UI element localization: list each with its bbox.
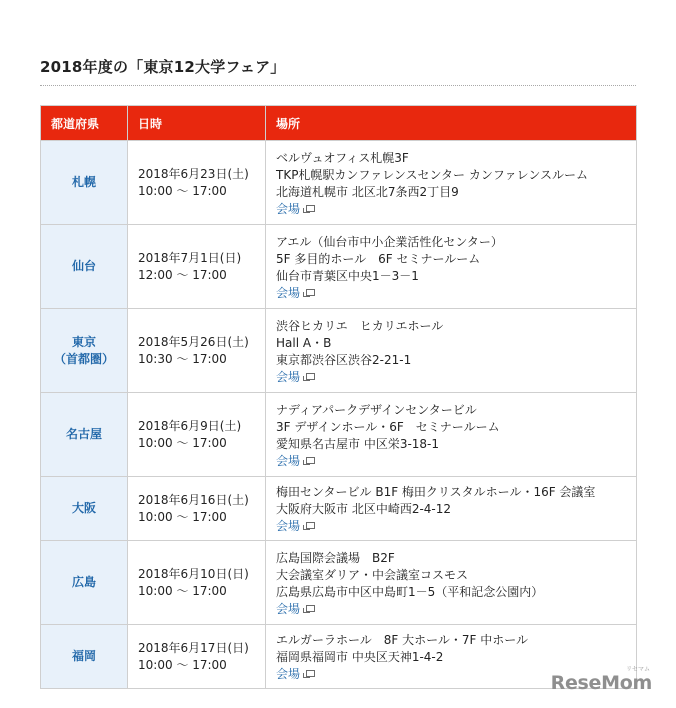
- venue-line: 仙台市青葉区中央1－3－1: [276, 268, 419, 283]
- external-link-icon: [303, 605, 314, 614]
- venue-link-label: 会場: [276, 519, 301, 533]
- venue-link-label: 会場: [276, 453, 301, 468]
- datetime-cell: [128, 225, 266, 309]
- venue-line: Hall A・B: [276, 335, 332, 350]
- external-link-icon: [303, 670, 314, 679]
- venue-link-label: 会場: [276, 369, 301, 384]
- event-date: 2018年6月17日(日): [138, 640, 249, 655]
- venue-line: ナディアパークデザインセンタービル: [276, 402, 477, 417]
- venue-cell: [266, 225, 637, 309]
- external-link-icon: [303, 205, 314, 214]
- venue-line: TKP札幌駅カンファレンスセンター カンファレンスルーム: [276, 167, 588, 182]
- venue-link[interactable]: [276, 285, 314, 302]
- external-link-icon: [303, 289, 314, 298]
- event-date: 2018年6月16日(土): [138, 492, 249, 507]
- venue-line: 東京都渋谷区渋谷2-21-1: [276, 352, 412, 367]
- datetime-cell: [128, 141, 266, 225]
- external-link-icon: [303, 457, 314, 466]
- title-divider: [40, 85, 636, 86]
- prefecture-cell: 仙台: [41, 225, 128, 309]
- prefecture-cell: 名古屋: [41, 393, 128, 477]
- prefecture-cell: 札幌: [41, 141, 128, 225]
- datetime-cell: [128, 625, 266, 689]
- event-time: 12:00 〜 17:00: [138, 267, 227, 282]
- venue-line: 大会議室ダリア・中会議室コスモス: [276, 567, 469, 582]
- venue-link[interactable]: [276, 453, 314, 470]
- datetime-cell: [128, 393, 266, 477]
- header-datetime: 日時: [128, 106, 266, 141]
- datetime-cell: [128, 309, 266, 393]
- event-date: 2018年7月1日(日): [138, 250, 242, 265]
- event-time: 10:00 〜 17:00: [138, 583, 227, 598]
- external-link-icon: [303, 373, 314, 382]
- external-link-icon: [303, 522, 314, 531]
- table-row: [41, 309, 637, 393]
- table-row: [41, 541, 637, 625]
- header-venue: 場所: [266, 106, 637, 141]
- prefecture-cell: 東京 （首都圏）: [41, 309, 128, 393]
- venue-line: 福岡県福岡市 中央区天神1-4-2: [276, 650, 444, 664]
- venue-link[interactable]: [276, 518, 314, 535]
- venue-line: 3F デザインホール・6F セミナールーム: [276, 419, 500, 434]
- venue-line: 広島国際会議場 B2F: [276, 550, 395, 565]
- table-row: [41, 225, 637, 309]
- logo-ruby: リセマム: [626, 666, 650, 673]
- venue-link[interactable]: [276, 369, 314, 386]
- prefecture-cell: 福岡: [41, 625, 128, 689]
- venue-line: アエル（仙台市中小企業活性化センター）: [276, 234, 503, 249]
- event-time: 10:00 〜 17:00: [138, 183, 227, 198]
- venue-line: エルガーラホール 8F 大ホール・7F 中ホール: [276, 633, 528, 647]
- event-date: 2018年5月26日(土): [138, 334, 249, 349]
- venue-cell: [266, 141, 637, 225]
- prefecture-cell: 広島: [41, 541, 128, 625]
- venue-link[interactable]: [276, 201, 314, 218]
- table-row: [41, 141, 637, 225]
- datetime-cell: [128, 541, 266, 625]
- venue-cell: [266, 309, 637, 393]
- event-date: 2018年6月10日(日): [138, 566, 249, 581]
- resemom-logo: ReseMom: [550, 672, 652, 694]
- venue-line: ベルヴュオフィス札幌3F: [276, 150, 409, 165]
- venue-cell: [266, 477, 637, 541]
- prefecture-cell: 大阪: [41, 477, 128, 541]
- event-time: 10:00 〜 17:00: [138, 657, 227, 672]
- venue-line: 広島県広島市中区中島町1－5（平和記念公園内）: [276, 584, 544, 599]
- venue-link-label: 会場: [276, 285, 301, 300]
- venue-line: 5F 多目的ホール 6F セミナールーム: [276, 251, 481, 266]
- venue-cell: [266, 541, 637, 625]
- venue-cell: [266, 393, 637, 477]
- venue-line: 北海道札幌市 北区北7条西2丁目9: [276, 184, 459, 199]
- page-title: 2018年度の「東京12大学フェア」: [40, 58, 286, 76]
- venue-line: 大阪府大阪市 北区中崎西2-4-12: [276, 502, 452, 516]
- table-row: [41, 477, 637, 541]
- event-date: 2018年6月23日(土): [138, 166, 249, 181]
- event-time: 10:30 〜 17:00: [138, 351, 227, 366]
- datetime-cell: [128, 477, 266, 541]
- table-row: [41, 393, 637, 477]
- venue-line: 愛知県名古屋市 中区栄3-18-1: [276, 436, 440, 451]
- header-prefecture: 都道府県: [41, 106, 128, 141]
- event-time: 10:00 〜 17:00: [138, 509, 227, 524]
- venue-link[interactable]: [276, 601, 314, 618]
- venue-line: 渋谷ヒカリエ ヒカリエホール: [276, 318, 444, 333]
- event-date: 2018年6月9日(土): [138, 418, 242, 433]
- fair-schedule-table: [40, 105, 637, 689]
- event-time: 10:00 〜 17:00: [138, 435, 227, 450]
- table-header-row: [41, 106, 637, 141]
- venue-link[interactable]: [276, 666, 314, 683]
- venue-line: 梅田センタービル B1F 梅田クリスタルホール・16F 会議室: [276, 485, 596, 499]
- venue-link-label: 会場: [276, 201, 301, 216]
- table-row: [41, 625, 637, 689]
- venue-link-label: 会場: [276, 667, 301, 681]
- venue-link-label: 会場: [276, 601, 301, 616]
